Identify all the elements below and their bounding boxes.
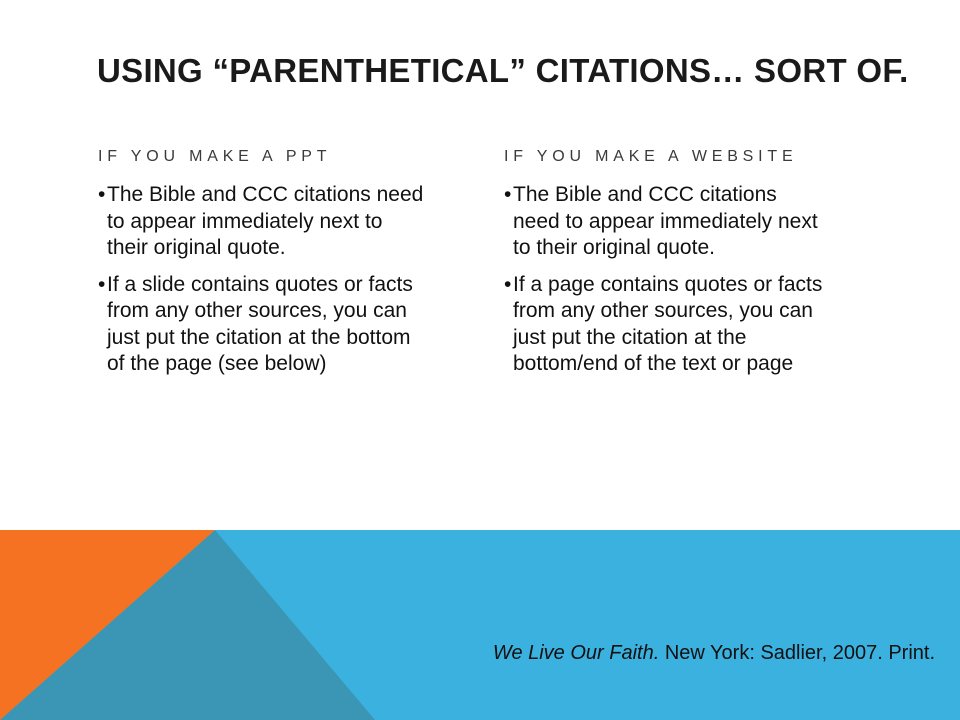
decorative-bottom-band [0, 530, 960, 720]
bullet-text: The Bible and CCC citations need to appear immediately next to their original quote. [107, 183, 424, 259]
source-citation [493, 642, 935, 665]
slide-title: USING “PARENTHETICAL” CITATIONS… SORT OF. [97, 52, 909, 89]
column-ppt [98, 148, 428, 388]
list-item [98, 272, 428, 378]
bullet-text: If a slide contains quotes or facts from any other sources, you can just put the citation at the bottom of the page (see below) [107, 272, 413, 375]
bullet-list-website [504, 182, 824, 378]
bullet-dot-icon: • [98, 272, 106, 296]
list-item [98, 182, 428, 262]
bullet-text: The Bible and CCC citations need to appear immediately next to their original quote. [513, 183, 818, 259]
column-website [504, 148, 824, 388]
bullet-dot-icon: • [98, 183, 106, 206]
column-heading-website: IF YOU MAKE A WEBSITE [504, 148, 798, 165]
list-item [504, 272, 824, 378]
bullet-dot-icon: • [504, 183, 512, 206]
citation-publication: New York: Sadlier, 2007. Print. [659, 642, 935, 664]
bullet-list-ppt [98, 182, 428, 378]
bullet-dot-icon: • [504, 272, 512, 296]
list-item [504, 182, 824, 262]
bullet-text: If a page contains quotes or facts from any other sources, you can just put the citation at the bottom/end of the text or page [513, 272, 823, 375]
column-heading-ppt: IF YOU MAKE A PPT [98, 148, 332, 165]
citation-book-title: We Live Our Faith. [492, 642, 660, 664]
